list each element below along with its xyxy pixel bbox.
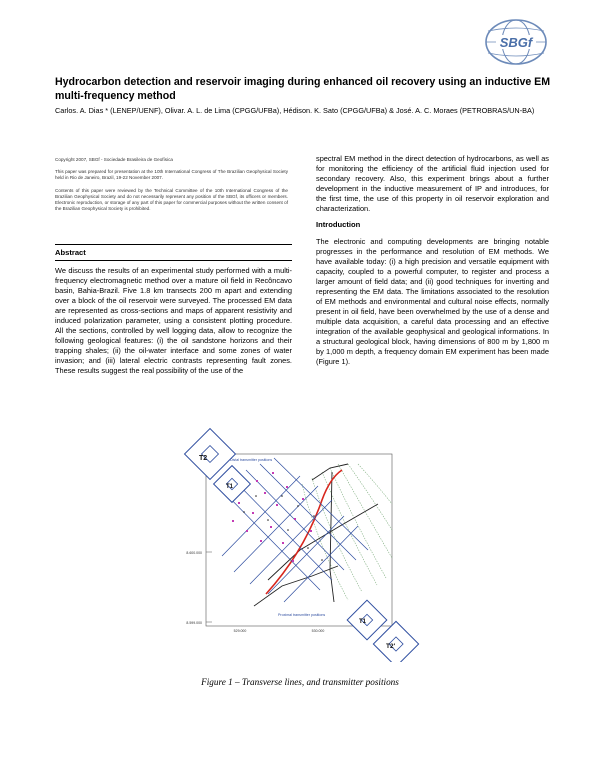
abstract-heading: Abstract [55,248,86,257]
sbgf-logo [466,14,558,70]
presentation-notice: This paper was prepared for presentation at the 10th International Congress of The Brazilian Geophysical Society held in Rio de Janeiro, Brazil, 19-22 November 2007. [55,169,288,181]
author-list: Carlos. A. Dias * (LENEP/UENF), Olivar. A. L. de Lima (CPGG/UFBa), Hédison. K. Sato (CPGG/UFBa) & José. A. C. Moraes (PETROBRAS/UN-BA) [55,106,535,115]
t1-label: T1 [226,484,234,490]
figure-1 [172,380,422,662]
paper-title: Hydrocarbon detection and reservoir imaging during enhanced oil recovery using an inductive EM multi-frequency method [55,76,551,102]
y-tick-lower: 8.599.000 [186,621,202,625]
distal-annotation: Distal transmitter positions [230,458,273,462]
abstract-continuation: spectral EM method in the direct detection of hydrocarbons, as well as for monitoring the efficiency of the artificial fluid injection used for secondary recovery. Also, this experiment brings about a further development in the inductive measurement of IP and introduces, for the first time, the use of this property in oil reservoir exploration and characterization. [316,154,549,213]
sbgf-globe-icon [466,14,558,70]
svg-text:SBGf: SBGf [499,35,533,50]
proximal-annotation: Proximal transmitter positions [278,613,326,617]
x-tick-2: 530.000 [311,629,325,633]
t1-lower-label: T1 [359,619,367,625]
t2-label: T2 [199,455,208,462]
introduction-text: The electronic and computing developments are bringing notable progresses in the performance and resolution of EM methods. We have available today: (i) a high precision and versatile equipment with capacity, coupled to a powerful computer, to register and process a larger amount of field data; and (ii) good techniques for inverting and representing the EM data. The limitations associated to the resolution of EM methods and environmental and cultural noise effects, normally present in oil field, have been overwhelmed by the use of a dense and multiple data acquisition, a careful data processing and an effective integration of the available geophysical and geological informations. In a structural geological block, having dimensions of 800 m by 1,800 m by 1,000 m depth, a frequency domain EM experiment has been made (Figure 1). [316,237,549,366]
t2-lower-label: T2' [386,643,396,650]
front-matter [55,157,288,218]
abstract-text: We discuss the results of an experimental study performed with a multi-frequency electromagnetic method over a mature oil field in Recôncavo basin, Bahia-Brazil. Five 1.8 km transects 200 m apart and extending over a block of the oil reservoir were surveyed. The processed EM data are represented as cross-sections and maps of apparent resistivity and induced polarization parameter, using a consistent plotting procedure. All the sections, controlled by well logging data, allow to recognize the following geological features: (i) the oil sandstone horizons and their trapping shales; (ii) the oil-water interface and some zones of water invasion; and (iii) lateral electric contrasts representing fault zones. These results suggest the real possibility of the use of the [55,266,292,375]
figure-caption: Figure 1 – Transverse lines, and transmitter positions [201,677,399,687]
abstract-heading-bar [55,244,292,261]
x-tick-1: 529.000 [233,629,247,633]
copyright-notice: Copyright 2007, SBGf - Sociedade Brasileira de Geofísica [55,157,173,162]
review-notice: Contents of this paper were reviewed by the Technical Committee of the 10th International Congress of the Brazilian Geophysical Society and do not necessarily represent any position of the SBGf, its officers or members. Electronic reproduction, or storage of any part of this paper for commercial purposes without the written consent of the Brazilian Geophysical Society is prohibited. [55,187,288,212]
right-column [316,154,549,367]
survey-map [172,380,422,662]
introduction-heading: Introduction [316,220,361,229]
abstract-section [55,266,292,376]
y-tick-upper: 8.600.000 [186,551,202,555]
transmitter-t2-lower [373,621,418,662]
